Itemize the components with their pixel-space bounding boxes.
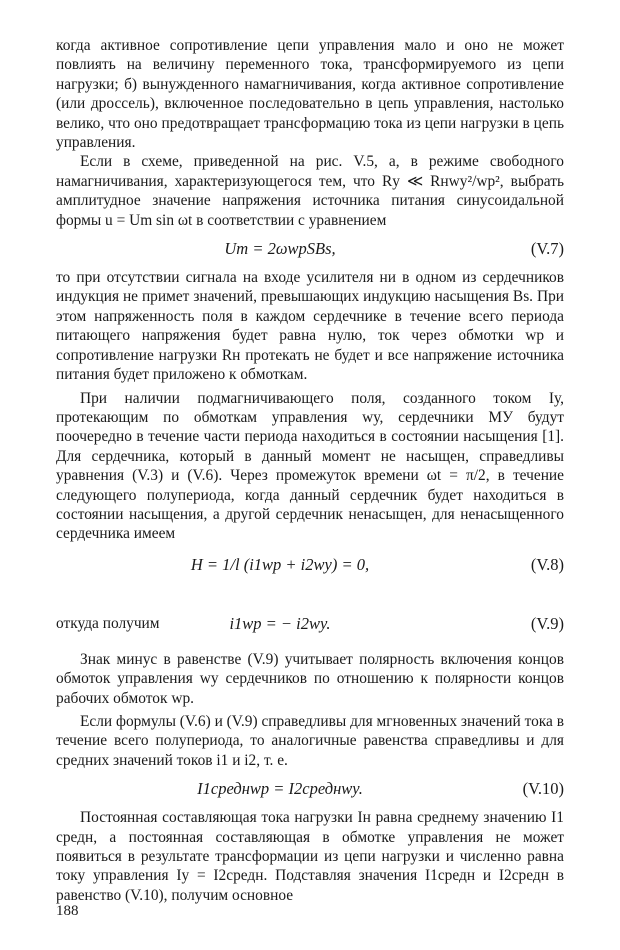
- paragraph: Если в схеме, приведенной на рис. V.5, а, в режиме свободного намагничивания, характеризующегося тем, что Rу ≪ Rнwу²/wр², выбрать амплитудное значение напряжения источника питания синусоидальной формы u = Um sin ωt в соответствии с уравнением: [56, 153, 564, 229]
- equation: [56, 231, 564, 267]
- equation-formula: H = 1/l (i1wp + i2wy) = 0,: [190, 554, 370, 574]
- equation: [56, 771, 564, 807]
- equation: [56, 545, 564, 589]
- page-number: 188: [56, 903, 79, 919]
- paragraph: Если формулы (V.6) и (V.9) справедливы для мгновенных значений тока в течение всего полупериода, то аналогичные равенства справедливы и для средних значений токов i1 и i2, т. е.: [56, 712, 564, 769]
- equation-number: (V.9): [530, 613, 564, 633]
- equation-formula: I1среднwp = I2среднwy.: [197, 779, 363, 799]
- body-text: [56, 36, 564, 905]
- paragraph: когда активное сопротивление цепи управления мало и оно не может повлиять на величину переменного тока, трансформируемого из цепи нагрузки; б) вынужденного намагничивания, когда активное сопротивление (или дроссель), включенное последовательно в цепь управления, настолько велико, что оно предотвращает трансформацию тока из цепи нагрузки в цепь управления.: [56, 37, 564, 152]
- paragraph: то при отсутствии сигнала на входе усилителя ни в одном из сердечников индукция не примет значений, превышающих индукцию насыщения Bs. При этом напряженность поля в каждом сердечнике в течение всего периода питающего напряжения будет равна нулю, ток через обмотки wр и сопротивление нагрузки Rн протекать не будет и все напряжение источника питания будет приложено к обмоткам.: [56, 269, 564, 384]
- equation-lead-text: откуда получим: [56, 614, 160, 632]
- equation: [56, 590, 564, 646]
- equation-number: (V.8): [530, 554, 564, 574]
- paragraph: Постоянная составляющая тока нагрузки Iн равна среднему значению I1 средн, а постоянная составляющая в обмотке управления не может появиться в результате трансформации из цепи нагрузки и численно равна току управления Iу = I2средн. Подставляя значения I1средн и I2средн в равенство (V.10), получим основное: [56, 809, 564, 904]
- equation-number: (V.7): [530, 239, 564, 259]
- equation-formula: Um = 2ωwpSBs,: [224, 239, 336, 259]
- paragraph: При наличии подмагничивающего поля, созданного током Iу, протекающим по обмоткам управления wу, сердечники МУ будут поочередно в течение части периода находиться в состоянии насыщения [1]. Для сердечника, который в данный момент не насыщен, справедливы уравнения (V.3) и (V.6). Через промежуток времени ωt = π/2, в течение следующего полупериода, когда данный сердечник будет находиться в состоянии насыщения, а другой сердечник ненасыщен, для ненасыщенного сердечника имеем: [56, 389, 564, 543]
- equation-formula: i1wp = − i2wy.: [229, 613, 331, 633]
- paragraph: Знак минус в равенстве (V.9) учитывает полярность включения концов обмоток управления wу сердечников по отношению к полярности концов рабочих обмоток wр.: [56, 650, 564, 707]
- equation-number: (V.10): [522, 779, 564, 799]
